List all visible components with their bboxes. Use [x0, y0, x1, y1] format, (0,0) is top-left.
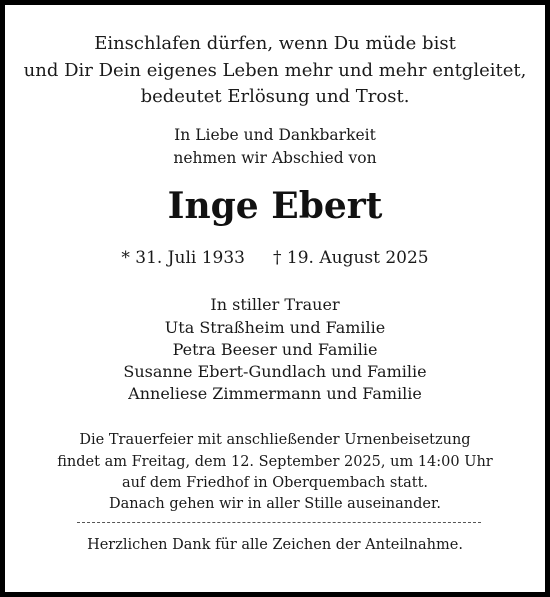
birth-date: * 31. Juli 1933: [121, 248, 245, 268]
ceremony-line-2: findet am Freitag, dem 12. September 2025, um 14:00 Uhr: [57, 454, 493, 470]
intro-line-2: nehmen wir Abschied von: [173, 149, 377, 167]
life-dates: [5, 248, 545, 268]
mourner-line: Petra Beeser und Familie: [172, 340, 378, 359]
ceremony-line-3: auf dem Friedhof in Oberquembach statt.: [121, 475, 429, 491]
ceremony-line-4: Danach gehen wir in aller Stille auseinander.: [109, 496, 441, 512]
cross-symbol: †: [273, 248, 282, 268]
deceased-name: Inge Ebert: [167, 185, 383, 227]
verse-line-1: Einschlafen dürfen, wenn Du müde bist: [94, 33, 456, 54]
death-date: 19. August 2025: [286, 248, 429, 268]
mourners-heading: In stiller Trauer: [210, 295, 340, 314]
mourner-line: Susanne Ebert-Gundlach und Familie: [123, 362, 427, 381]
dashed-divider: [77, 522, 481, 523]
verse-line-3: bedeutet Erlösung und Trost.: [140, 86, 410, 107]
verse-line-2: und Dir Dein eigenes Leben mehr und mehr entgleitet,: [23, 60, 527, 81]
mourner-line: Anneliese Zimmermann und Familie: [128, 384, 422, 403]
ceremony-line-1: Die Trauerfeier mit anschließender Urnenbeisetzung: [79, 432, 471, 448]
intro-line-1: In Liebe und Dankbarkeit: [174, 126, 376, 144]
mourner-line: Uta Straßheim und Familie: [164, 318, 386, 337]
thanks-line: Herzlichen Dank für alle Zeichen der Anteilnahme.: [87, 537, 463, 553]
